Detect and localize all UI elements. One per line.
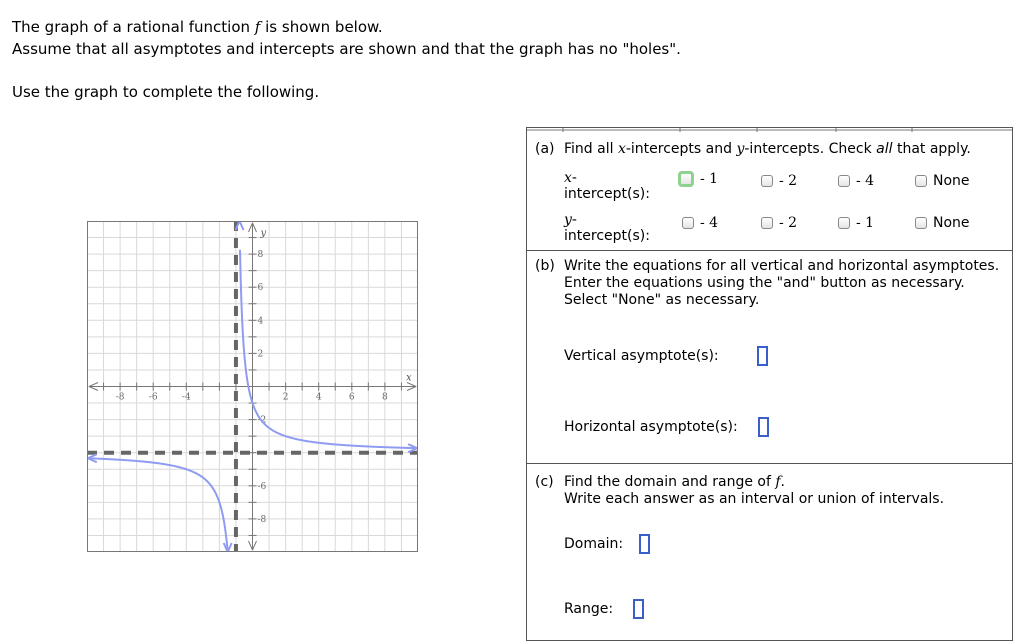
x-intercept-option-neg2[interactable] [761,173,797,189]
x-intercept-label [564,170,650,202]
y-intercept-option-neg2[interactable] [761,215,797,231]
tick-labels [116,228,412,525]
range-label: Range: [564,601,614,617]
x-tick-label: -6 [148,392,158,403]
checkbox[interactable] [838,217,850,229]
instruction-line: Find the domain and range of [564,474,776,490]
graph-canvas [87,221,418,552]
checkbox[interactable] [761,217,773,229]
y-tick-label: 8 [257,250,264,261]
x-tick-label: -8 [115,392,125,403]
intro-line-1 [12,16,383,38]
rational-function-graph [87,221,418,552]
part-b-section [527,251,1012,464]
y-intercept-option-neg4[interactable] [682,215,718,231]
instruction-line: Enter the equations using the "and" button as necessary. [564,275,965,291]
x-tick-label: 6 [348,392,355,403]
horizontal-asymptote-field [564,417,769,437]
q-text: -intercepts and [625,141,737,157]
part-c-label: (c) [535,474,554,490]
checkbox[interactable] [838,175,850,187]
part-a-section [527,128,1012,251]
checkbox[interactable] [678,171,694,187]
y-intercept-label [564,212,650,244]
checkbox[interactable] [915,217,927,229]
y-tick-label: 4 [257,316,264,327]
option-value: - 2 [779,215,798,231]
domain-field [564,534,650,554]
x-tick-label: -4 [181,392,191,403]
range-field [564,599,644,619]
intro-text-end: is shown below. [260,18,383,36]
option-value: - 4 [700,215,719,231]
y-axis-label: y [260,228,267,239]
x-intercept-option-none[interactable] [915,173,970,189]
function-name: f [254,18,261,36]
option-value: - 1 [700,171,719,187]
instruction-line: Write each answer as an interval or union of intervals. [564,491,945,507]
y-intercept-option-none[interactable] [915,215,970,231]
vertical-asymptote-label: Vertical asymptote(s): [564,348,719,364]
part-c-section [527,464,1012,640]
part-c-question [564,474,944,508]
emphasis-all: all [876,141,893,157]
y-tick-label: 2 [257,349,264,360]
intro-line-2: Assume that all asymptotes and intercepts are shown and that the graph has no "holes". [12,40,681,58]
y-tick-label: -8 [257,514,267,525]
vertical-asymptote-input[interactable] [757,346,768,366]
intercept-word: intercept(s): [564,228,650,244]
q-text: Find all [564,141,618,157]
option-value: - 1 [856,215,875,231]
part-a-question [564,141,971,158]
answer-panel [526,127,1013,641]
option-value: None [933,215,970,231]
intercept-word: intercept(s): [564,186,650,202]
y-tick-label: -6 [257,481,267,492]
x-intercept-option-neg4[interactable] [838,173,874,189]
x-intercept-option-neg1[interactable] [678,171,718,187]
instruction-line: Select "None" as necessary. [564,292,760,308]
range-input[interactable] [633,599,644,619]
x-tick-label: 2 [282,392,289,403]
period: . [780,474,785,490]
horizontal-asymptote-input[interactable] [758,417,769,437]
domain-label: Domain: [564,536,624,552]
part-a-label: (a) [535,141,555,157]
var-x: x [564,170,572,186]
checkbox[interactable] [682,217,694,229]
x-axis-label: x [406,372,412,384]
dash: - [571,212,577,228]
var-y: y [736,141,745,157]
option-value: None [933,173,970,189]
vertical-asymptote-field [564,346,768,366]
y-intercept-option-neg1[interactable] [838,215,874,231]
part-b-label: (b) [535,258,555,274]
domain-input[interactable] [639,534,650,554]
intro-line-3: Use the graph to complete the following. [12,83,320,101]
curve-branch-right [240,250,417,448]
q-text: that apply. [892,141,971,157]
checkbox[interactable] [915,175,927,187]
y-tick-label: 6 [257,283,264,294]
checkbox[interactable] [761,175,773,187]
axes [89,223,416,550]
q-text: -intercepts. Check [744,141,877,157]
y-tick-label: -2 [257,415,267,426]
var-x: x [617,141,626,157]
option-value: - 4 [856,173,875,189]
horizontal-asymptote-label: Horizontal asymptote(s): [564,419,738,435]
intro-text: The graph of a rational function [12,18,255,36]
var-y: y [564,212,572,228]
part-b-question [564,258,999,309]
instruction-line: Write the equations for all vertical and horizontal asymptotes. [564,258,1000,274]
x-tick-label: 8 [382,392,388,403]
x-tick-label: 4 [315,392,322,403]
function-name: f [775,474,781,490]
curve-branch-left [88,458,228,552]
dash: - [571,170,577,186]
option-value: - 2 [779,173,798,189]
